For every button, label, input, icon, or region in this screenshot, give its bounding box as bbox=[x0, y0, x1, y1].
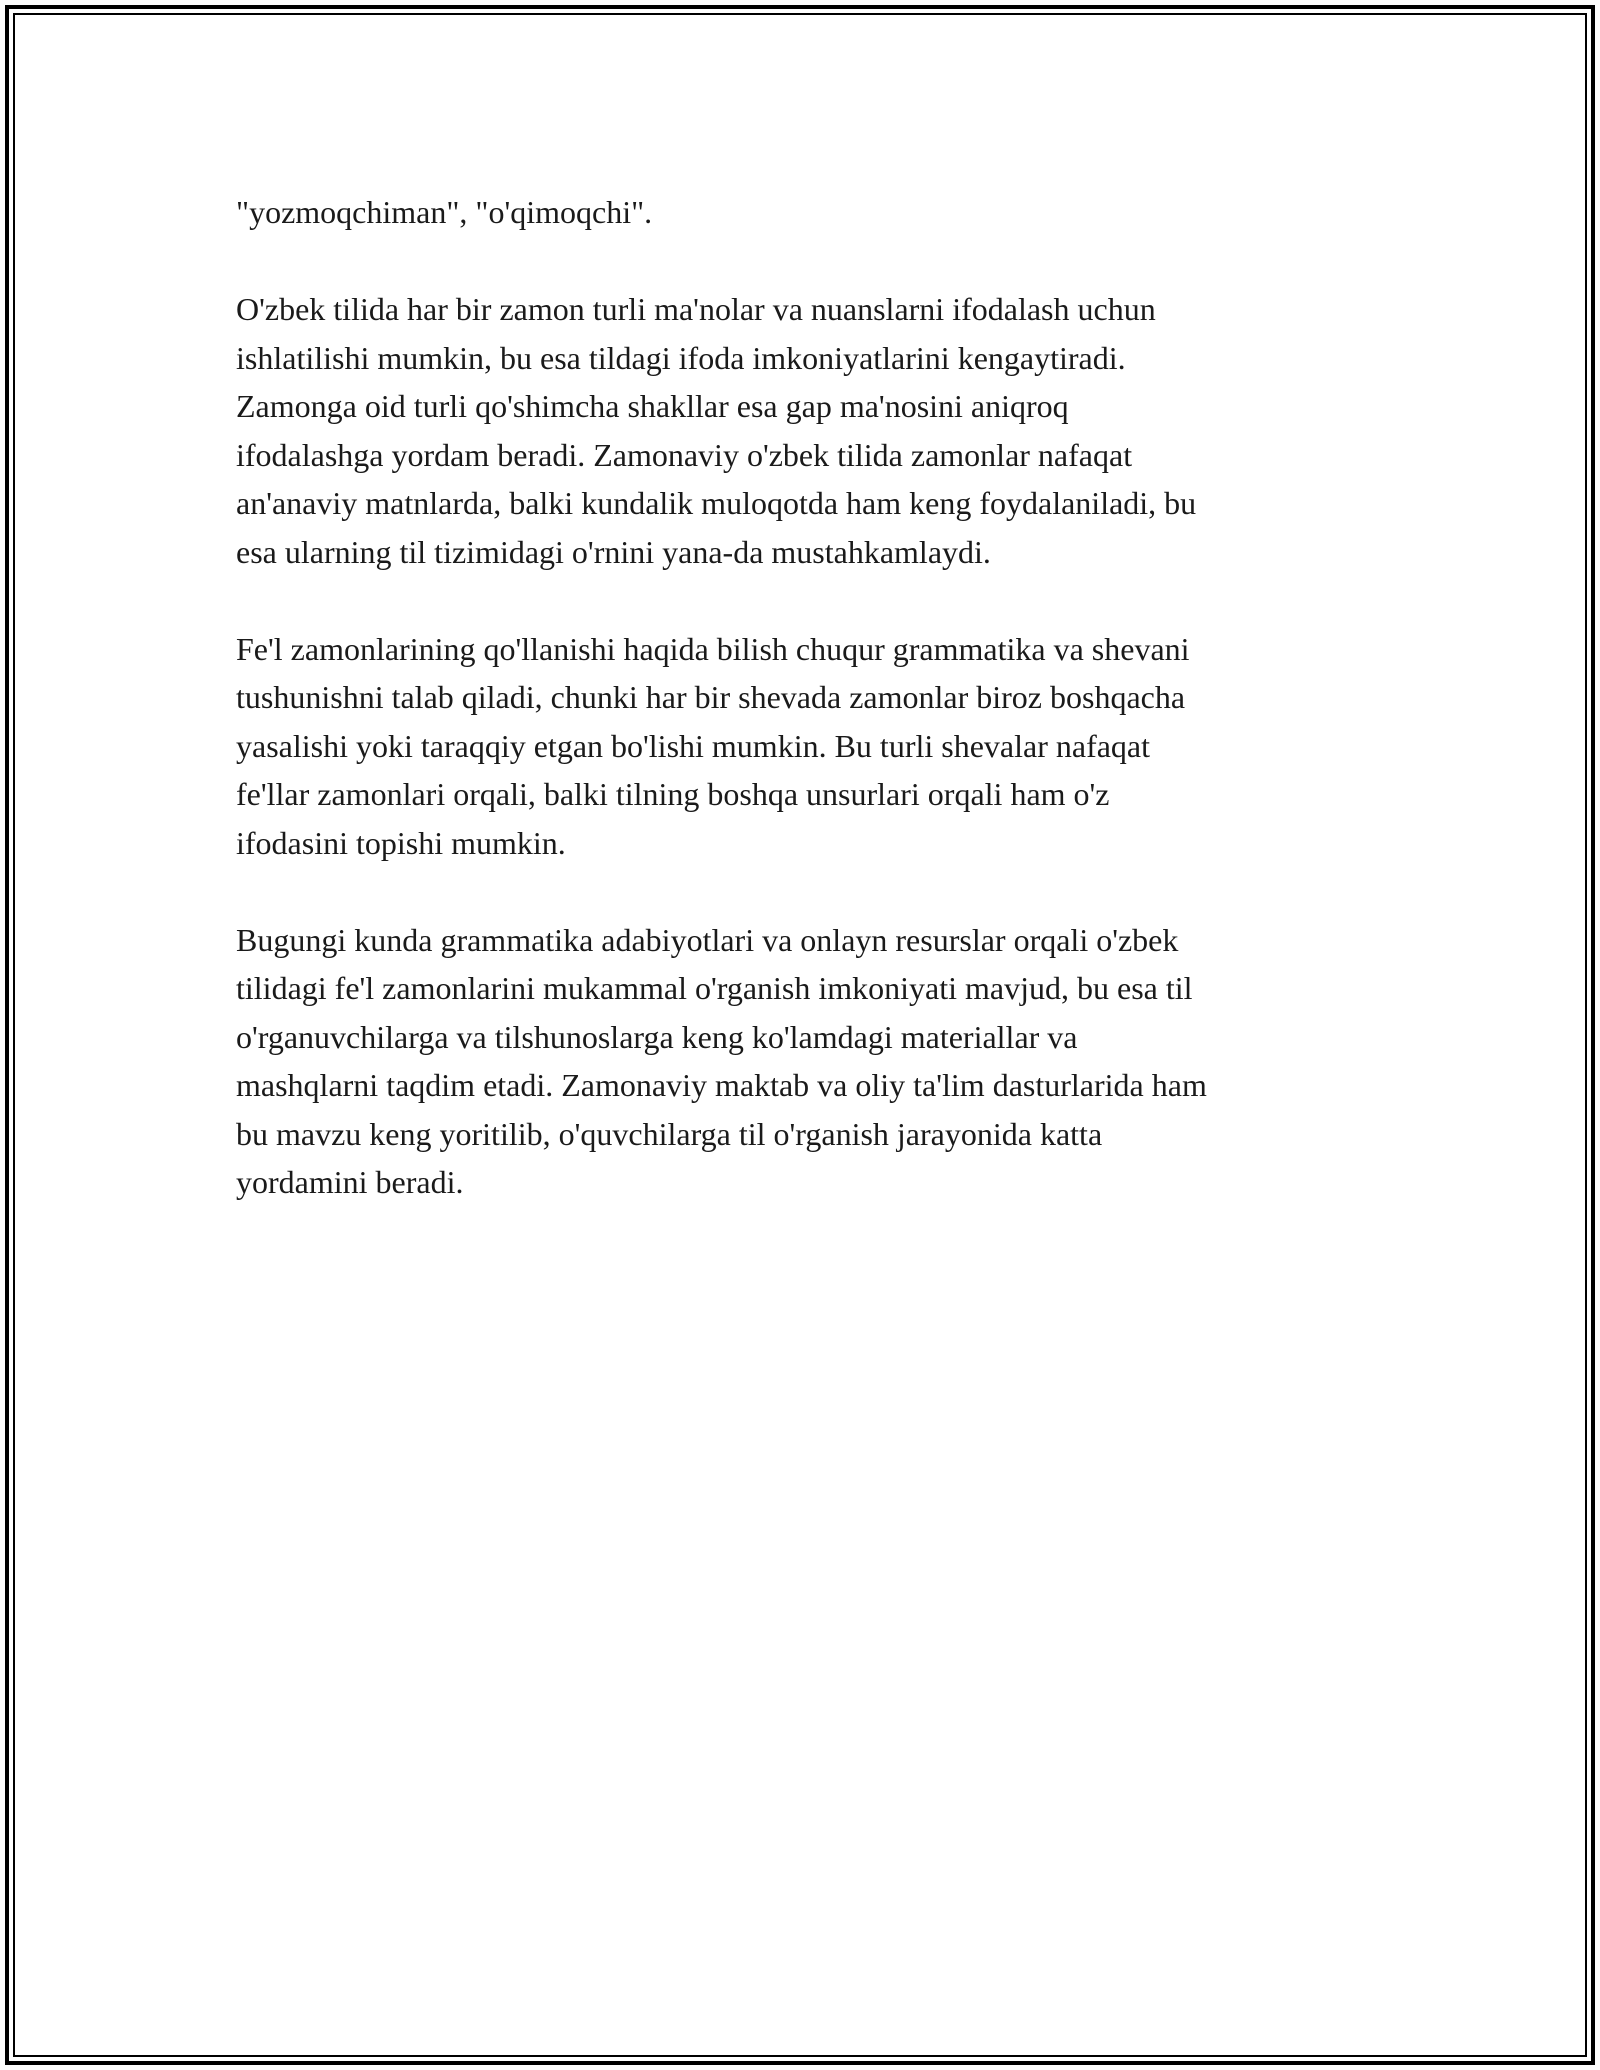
document-body bbox=[236, 188, 1356, 1255]
paragraph: O'zbek tilida har bir zamon turli ma'nolar va nuanslarni ifodalash uchun ishlatilishi mumkin, bu esa tildagi ifoda imkoniyatlarini kengaytiradi. Zamonga oid turli qo'shimcha shakllar esa gap ma'nosini aniqroq ifodalashga yordam beradi. Zamonaviy o'zbek tilida zamonlar nafaqat an'anaviy matnlarda, balki kundalik muloqotda ham keng foydalaniladi, bu esa ularning til tizimidagi o'rnini yana-da mustahkamlaydi. bbox=[236, 291, 1197, 570]
paragraph: "yozmoqchiman", "o'qimoqchi". bbox=[236, 194, 653, 230]
paragraph: Bugungi kunda grammatika adabiyotlari va onlayn resurslar orqali o'zbek tilidagi fe'l zamonlarini mukammal o'rganish imkoniyati mavjud, bu esa til o'rganuvchilarga va tilshunoslarga keng ko'lamdagi materiallar va mashqlarni taqdim etadi. Zamonaviy maktab va oliy ta'lim dasturlarida ham bu mavzu keng yoritilib, o'quvchilarga til o'rganish jarayonida katta yordamini beradi. bbox=[236, 921, 1207, 1200]
paragraph: Fe'l zamonlarining qo'llanishi haqida bilish chuqur grammatika va shevani tushunishni talab qiladi, chunki har bir shevada zamonlar biroz boshqacha yasalishi yoki taraqqiy etgan bo'lishi mumkin. Bu turli shevalar nafaqat fe'llar zamonlari orqali, balki tilning boshqa unsurlari orqali ham o'z ifodasini topishi mumkin. bbox=[236, 630, 1190, 861]
